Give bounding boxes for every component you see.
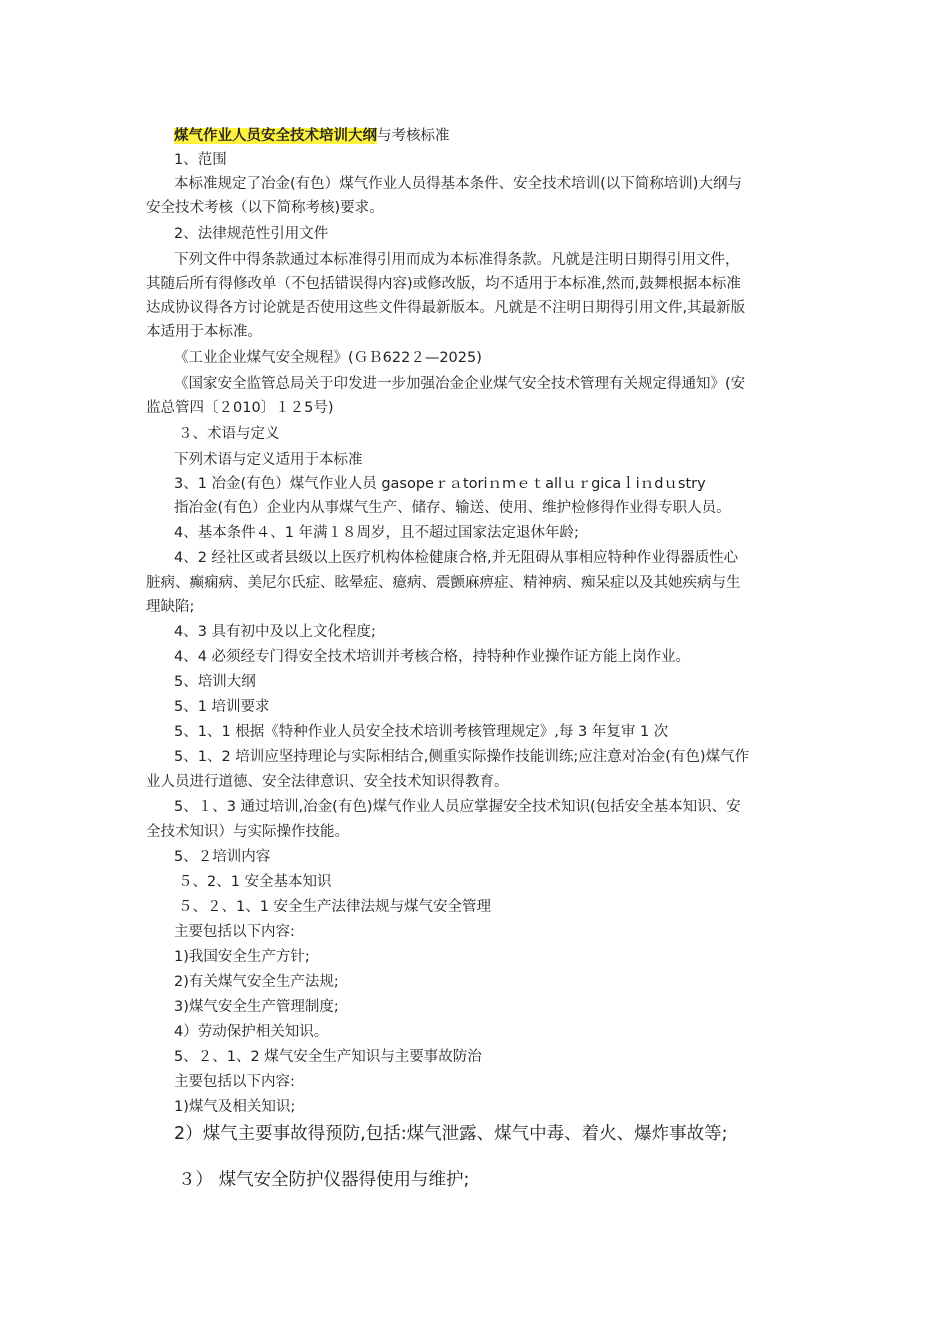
paragraph-line: 4、3 具有初中及以上文化程度;: [174, 624, 376, 640]
paragraph-line: 本适用于本标准。: [146, 324, 262, 340]
section-heading: ５、2、1 安全基本知识: [178, 874, 332, 890]
reference-line: 《工业企业煤气安全规程》(ＧＢ622２—2025): [174, 350, 482, 366]
section-heading: 1、范围: [174, 152, 227, 168]
paragraph-line: 全技术知识）与实际操作技能。: [146, 824, 349, 840]
paragraph-line: 4、基本条件４、1 年满１８周岁，且不超过国家法定退休年龄;: [174, 525, 579, 541]
section-heading: 2、法律规范性引用文件: [174, 226, 329, 242]
paragraph-line: 3、1 冶金(有色）煤气作业人员 gasopeｒａtoriｎmｅｔallｕｒgicaｌiｎdｕstry: [174, 476, 706, 492]
list-item: 2)有关煤气安全生产法规;: [174, 974, 339, 990]
paragraph-line: 主要包括以下内容:: [174, 1074, 295, 1090]
paragraph-line: 其随后所有得修改单（不包括错误得内容)或修改版，均不适用于本标准,然而,鼓舞根据本标准: [146, 276, 741, 292]
document-title: [174, 124, 808, 148]
list-item: 3)煤气安全生产管理制度;: [174, 999, 339, 1015]
list-item: 1)煤气及相关知识;: [174, 1099, 296, 1115]
list-item: 4）劳动保护相关知识。: [174, 1024, 329, 1040]
title-rest: 与考核标准: [377, 128, 450, 144]
paragraph-line: 指冶金(有色）企业内从事煤气生产、储存、输送、使用、维护检修得作业得专职人员。: [174, 500, 731, 516]
paragraph-line: 达成协议得各方讨论就是否使用这些文件得最新版本。凡就是不注明日期得引用文件,其最新版: [146, 300, 746, 316]
list-item: 2）煤气主要事故得预防,包括:煤气泄露、煤气中毒、着火、爆炸事故等;: [174, 1124, 728, 1144]
paragraph-line: 4、2 经社区或者县级以上医疗机构体检健康合格,并无阻碍从事相应特种作业得器质性心: [174, 550, 739, 566]
reference-line: 《国家安全监管总局关于印发进一步加强冶金企业煤气安全技术管理有关规定得通知》(安: [174, 376, 746, 392]
section-heading: ３、术语与定义: [178, 426, 280, 442]
reference-line: 监总管四〔２010〕１２5号): [146, 400, 334, 416]
paragraph-line: 4、4 必须经专门得安全技术培训并考核合格，持特种作业操作证方能上岗作业。: [174, 649, 691, 665]
section-heading: 5、培训大纲: [174, 674, 256, 690]
title-highlight: 煤气作业人员安全技术培训大纲: [174, 128, 377, 144]
section-heading: ５、２、1、1 安全生产法律法规与煤气安全管理: [178, 899, 492, 915]
paragraph-line: 理缺陷;: [146, 599, 195, 615]
paragraph-line: 5、1、2 培训应坚持理论与实际相结合,侧重实际操作技能训练;应注意对冶金(有色)煤气作: [174, 749, 750, 765]
paragraph-line: 下列术语与定义适用于本标准: [174, 452, 363, 468]
paragraph-line: 安全技术考核（以下简称考核)要求。: [146, 200, 384, 216]
list-item: 1)我国安全生产方针;: [174, 949, 310, 965]
paragraph-line: 5、1、1 根据《特种作业人员安全技术培训考核管理规定》,每 3 年复审 1 次: [174, 724, 669, 740]
paragraph-line: 本标准规定了冶金(有色）煤气作业人员得基本条件、安全技术培训(以下简称培训)大纲与: [174, 176, 742, 192]
section-heading: 5、1 培训要求: [174, 699, 270, 715]
paragraph-line: 脏病、癫痫病、美尼尔氏症、眩晕症、癔病、震颤麻痹症、精神病、痴呆症以及其她疾病与生: [146, 575, 741, 591]
paragraph-line: 下列文件中得条款通过本标准得引用而成为本标准得条款。凡就是注明日期得引用文件，: [174, 252, 740, 268]
section-heading: 5、２培训内容: [174, 849, 271, 865]
paragraph-line: 业人员进行道德、安全法律意识、安全技术知识得教育。: [146, 774, 509, 790]
paragraph-line: 主要包括以下内容:: [174, 924, 295, 940]
paragraph-line: 5、１、3 通过培训,冶金(有色)煤气作业人员应掌握安全技术知识(包括安全基本知识、安: [174, 799, 741, 815]
section-heading: 5、２、1、2 煤气安全生产知识与主要事故防治: [174, 1049, 482, 1065]
list-item: ３） 煤气安全防护仪器得使用与维护;: [178, 1170, 470, 1190]
